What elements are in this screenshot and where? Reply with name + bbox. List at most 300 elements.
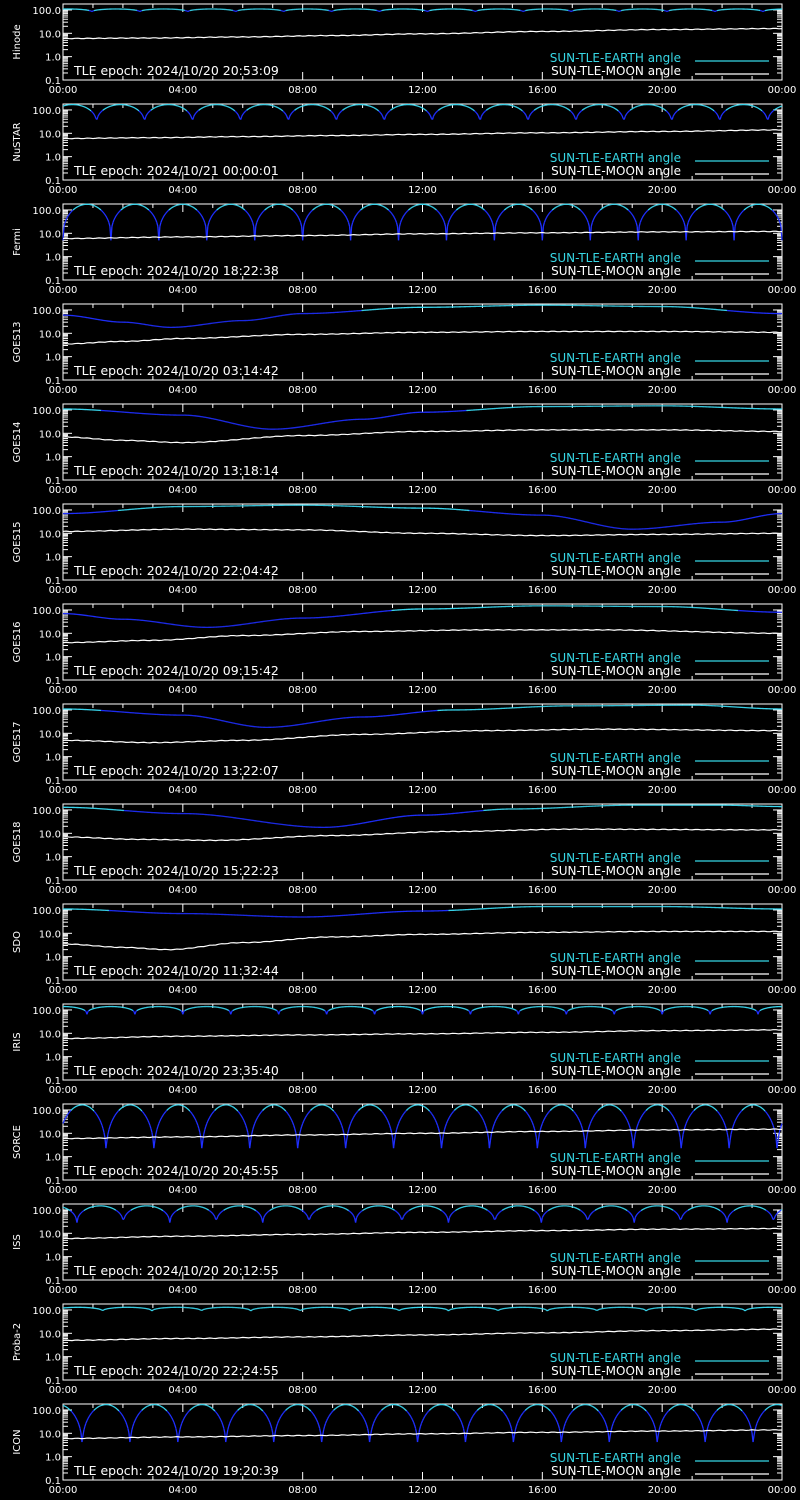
- earth-angle-segment: [768, 116, 769, 119]
- earth-angle-segment: [633, 108, 634, 109]
- earth-angle-segment: [571, 11, 572, 12]
- earth-angle-segment: [595, 215, 596, 217]
- earth-angle-segment: [379, 111, 380, 112]
- earth-angle-segment: [570, 111, 571, 112]
- earth-angle-segment: [583, 213, 584, 214]
- earth-angle-segment: [587, 220, 588, 223]
- earth-angle-segment: [101, 111, 102, 112]
- earth-angle-segment: [675, 209, 676, 210]
- earth-angle-segment: [103, 109, 104, 110]
- earth-angle-segment: [577, 208, 578, 209]
- earth-angle-segment: [729, 108, 730, 109]
- earth-angle-segment: [671, 207, 672, 208]
- earth-angle-segment: [470, 108, 471, 109]
- earth-angle-segment: [170, 208, 171, 209]
- earth-angle-segment: [347, 218, 348, 220]
- earth-angle-segment: [389, 111, 390, 112]
- earth-angle-segment: [774, 212, 775, 213]
- earth-angle-segment: [259, 216, 260, 218]
- panel-fermi: [0, 200, 800, 300]
- earth-angle-segment: [434, 208, 435, 209]
- earth-angle-segment: [551, 210, 552, 211]
- earth-angle-segment: [567, 109, 568, 110]
- earth-angle-segment: [438, 109, 439, 110]
- earth-angle-segment: [475, 11, 476, 12]
- earth-angle-segment: [102, 110, 103, 111]
- earth-angle-segment: [236, 112, 237, 113]
- earth-angle-segment: [735, 223, 736, 227]
- earth-angle-segment: [403, 216, 404, 218]
- earth-angle-segment: [100, 209, 101, 210]
- earth-angle-segment: [202, 108, 203, 109]
- earth-angle-segment: [634, 218, 635, 220]
- earth-angle-segment: [346, 108, 347, 109]
- earth-angle-segment: [390, 110, 391, 111]
- earth-angle-segment: [209, 220, 210, 223]
- earth-angle-segment: [681, 216, 682, 218]
- earth-angle-segment: [581, 211, 582, 212]
- earth-angle-segment: [576, 207, 577, 208]
- earth-angle-segment: [378, 110, 379, 111]
- earth-angle-segment: [709, 108, 710, 109]
- earth-angle-segment: [330, 110, 331, 111]
- earth-angle-segment: [101, 210, 102, 211]
- earth-angle-segment: [267, 208, 268, 209]
- earth-angle-segment: [504, 209, 505, 210]
- earth-angle-segment: [627, 112, 628, 113]
- x-tick-label: 20:00: [647, 585, 677, 596]
- earth-angle-segment: [517, 108, 518, 109]
- earth-angle-segment: [140, 112, 141, 113]
- earth-angle-segment: [619, 112, 620, 113]
- earth-angle-segment: [219, 208, 220, 209]
- earth-angle-segment: [186, 110, 187, 111]
- x-tick-label: 00:00: [48, 485, 78, 496]
- earth-angle-segment: [147, 113, 148, 114]
- y-tick-label: 1.0: [45, 252, 61, 264]
- earth-angle-segment: [337, 207, 338, 208]
- x-tick-label: 12:00: [408, 385, 437, 396]
- earth-angle-segment: [235, 111, 236, 112]
- earth-angle-segment: [585, 108, 586, 109]
- earth-angle-segment: [301, 223, 302, 227]
- earth-angle-segment: [153, 108, 154, 109]
- earth-angle-segment: [483, 112, 484, 113]
- earth-angle-segment: [573, 114, 574, 116]
- earth-angle-segment: [117, 213, 118, 214]
- earth-angle-segment: [363, 208, 364, 209]
- earth-angle-segment: [203, 218, 204, 220]
- earth-angle-segment: [291, 113, 292, 114]
- earth-angle-segment: [424, 109, 425, 110]
- earth-angle-segment: [455, 210, 456, 211]
- earth-angle-segment: [261, 213, 262, 214]
- earth-angle-segment: [145, 207, 146, 208]
- earth-angle-segment: [679, 213, 680, 214]
- earth-angle-segment: [382, 114, 383, 116]
- earth-angle-segment: [108, 220, 109, 223]
- earth-angle-segment: [355, 216, 356, 218]
- earth-angle-segment: [256, 223, 257, 227]
- earth-angle-segment: [475, 112, 476, 113]
- earth-angle-segment: [728, 215, 729, 217]
- earth-angle-segment: [74, 208, 75, 209]
- earth-angle-segment: [692, 213, 693, 214]
- earth-angle-segment: [344, 109, 345, 110]
- earth-angle-segment: [535, 109, 536, 110]
- moon-angle-line: [63, 430, 782, 443]
- earth-angle-segment: [243, 113, 244, 114]
- y-tick-label: 0.1: [45, 576, 61, 587]
- earth-angle-segment: [726, 109, 727, 110]
- earth-angle-segment: [732, 223, 733, 227]
- earth-angle-segment: [588, 223, 589, 227]
- earth-angle-segment: [578, 208, 579, 209]
- earth-angle-segment: [293, 210, 294, 211]
- y-tick-label: 1.0: [45, 152, 61, 164]
- earth-angle-segment: [527, 207, 528, 208]
- earth-angle-segment: [748, 207, 749, 208]
- x-tick-label: 20:00: [647, 85, 677, 96]
- earth-angle-segment: [401, 220, 402, 223]
- earth-angle-segment: [123, 208, 124, 209]
- earth-angle-segment: [198, 110, 199, 111]
- earth-angle-segment: [580, 210, 581, 211]
- earth-angle-segment: [217, 209, 218, 210]
- earth-angle-segment: [251, 218, 252, 220]
- earth-angle-segment: [447, 223, 448, 227]
- earth-angle-segment: [502, 211, 503, 212]
- earth-angle-segment: [737, 218, 738, 220]
- earth-angle-segment: [380, 112, 381, 113]
- earth-angle-segment: [340, 112, 341, 113]
- earth-angle-segment: [204, 220, 205, 223]
- earth-angle-segment: [713, 110, 714, 111]
- earth-angle-segment: [391, 109, 392, 110]
- earth-angle-segment: [773, 110, 774, 111]
- earth-angle-segment: [284, 112, 285, 113]
- earth-angle-segment: [231, 108, 232, 109]
- earth-angle-segment: [71, 211, 72, 212]
- earth-angle-segment: [624, 116, 625, 119]
- earth-angle-segment: [120, 210, 121, 211]
- earth-angle-segment: [734, 226, 735, 240]
- x-tick-label: 00:00: [48, 285, 78, 296]
- earth-angle-segment: [392, 109, 393, 110]
- earth-angle-segment: [540, 223, 541, 227]
- earth-angle-segment: [216, 210, 217, 211]
- earth-angle-segment: [765, 114, 766, 116]
- earth-angle-segment: [116, 215, 117, 217]
- earth-angle-segment: [528, 207, 529, 208]
- x-tick-label: 12:00: [408, 585, 437, 596]
- earth-angle-segment: [522, 111, 523, 112]
- earth-angle-segment: [201, 215, 202, 217]
- y-tick-label: 0.1: [45, 176, 61, 187]
- earth-angle-segment: [481, 114, 482, 116]
- earth-angle-segment: [160, 223, 161, 227]
- earth-angle-segment: [667, 11, 668, 12]
- moon-angle-line: [63, 130, 782, 139]
- earth-angle-segment: [736, 220, 737, 223]
- earth-angle-segment: [623, 207, 624, 208]
- earth-angle-segment: [758, 108, 759, 109]
- earth-angle-segment: [374, 108, 375, 109]
- earth-angle-segment: [635, 220, 636, 223]
- earth-angle-segment: [155, 218, 156, 220]
- earth-angle-segment: [332, 112, 333, 113]
- earth-angle-segment: [580, 111, 581, 112]
- earth-angle-segment: [533, 211, 534, 212]
- earth-angle-segment: [628, 111, 629, 112]
- earth-angle-segment: [574, 116, 575, 119]
- earth-angle-segment: [688, 220, 689, 223]
- earth-angle-segment: [121, 209, 122, 210]
- y-tick-label: 10.0: [38, 329, 61, 341]
- earth-angle-segment: [436, 111, 437, 112]
- earth-angle-segment: [346, 216, 347, 218]
- earth-angle-segment: [536, 215, 537, 217]
- earth-angle-segment: [537, 108, 538, 109]
- earth-angle-segment: [278, 108, 279, 109]
- earth-angle-segment: [443, 220, 444, 223]
- earth-angle-segment: [365, 207, 366, 208]
- earth-angle-segment: [97, 207, 98, 208]
- earth-angle-segment: [393, 215, 394, 217]
- earth-angle-segment: [187, 111, 188, 112]
- earth-angle-segment: [528, 116, 529, 119]
- earth-angle-segment: [99, 113, 100, 114]
- earth-angle-segment: [582, 212, 583, 213]
- earth-angle-segment: [625, 208, 626, 209]
- earth-angle-segment: [565, 108, 566, 109]
- earth-angle-segment: [477, 114, 478, 116]
- earth-angle-segment: [444, 223, 445, 227]
- earth-angle-segment: [427, 112, 428, 113]
- earth-angle-segment: [594, 216, 595, 218]
- earth-angle-segment: [317, 207, 318, 208]
- moon-angle-line: [63, 331, 782, 344]
- earth-angle-segment: [289, 207, 290, 208]
- earth-angle-segment: [75, 208, 76, 209]
- earth-angle-segment: [156, 220, 157, 223]
- earth-angle-segment: [342, 110, 343, 111]
- earth-angle-segment: [481, 208, 482, 209]
- earth-angle-segment: [472, 109, 473, 110]
- earth-angle-segment: [151, 212, 152, 213]
- earth-angle-segment: [247, 109, 248, 110]
- earth-angle-segment: [722, 113, 723, 114]
- earth-angle-segment: [257, 220, 258, 223]
- earth-angle-segment: [432, 207, 433, 208]
- earth-angle-segment: [136, 109, 137, 110]
- earth-angle-segment: [242, 114, 243, 116]
- earth-angle-segment: [480, 207, 481, 208]
- earth-angle-segment: [720, 207, 721, 208]
- earth-angle-segment: [689, 218, 690, 220]
- earth-angle-segment: [152, 109, 153, 110]
- y-tick-label: 1.0: [45, 452, 61, 464]
- earth-angle-segment: [712, 109, 713, 110]
- earth-angle-segment: [661, 108, 662, 109]
- earth-angle-segment: [197, 210, 198, 211]
- earth-angle-segment: [164, 215, 165, 217]
- earth-angle-segment: [630, 212, 631, 213]
- earth-angle-segment: [747, 207, 748, 208]
- y-tick-label: 10.0: [38, 129, 61, 141]
- legend-moon-label: SUN-TLE-MOON angle: [551, 364, 681, 378]
- earth-angle-segment: [150, 211, 151, 212]
- earth-angle-segment: [243, 208, 244, 209]
- earth-angle-segment: [249, 108, 250, 109]
- earth-angle-segment: [578, 113, 579, 114]
- earth-angle-segment: [459, 207, 460, 208]
- earth-angle-segment: [552, 209, 553, 210]
- earth-angle-segment: [479, 207, 480, 208]
- earth-angle-segment: [646, 211, 647, 212]
- earth-angle-segment: [534, 109, 535, 110]
- earth-angle-segment: [307, 216, 308, 218]
- earth-angle-segment: [380, 11, 381, 12]
- earth-angle-segment: [412, 207, 413, 208]
- earth-angle-segment: [673, 114, 674, 116]
- x-tick-label: 00:00: [48, 185, 78, 196]
- earth-angle-segment: [283, 111, 284, 112]
- earth-angle-segment: [141, 113, 142, 114]
- earth-angle-segment: [284, 11, 285, 12]
- earth-angle-segment: [290, 114, 291, 116]
- earth-angle-segment: [666, 111, 667, 112]
- earth-angle-segment: [577, 114, 578, 116]
- earth-angle-segment: [451, 215, 452, 217]
- earth-angle-segment: [336, 207, 337, 208]
- earth-angle-segment: [104, 109, 105, 110]
- earth-angle-segment: [389, 210, 390, 211]
- earth-angle-segment: [268, 207, 269, 208]
- earth-angle-segment: [262, 212, 263, 213]
- earth-angle-segment: [253, 223, 254, 227]
- earth-angle-segment: [586, 218, 587, 220]
- earth-angle-segment: [208, 223, 209, 227]
- earth-angle-segment: [410, 208, 411, 209]
- earth-angle-segment: [68, 215, 69, 217]
- earth-angle-segment: [295, 212, 296, 213]
- earth-angle-segment: [211, 216, 212, 218]
- y-tick-label: 1.0: [45, 52, 61, 64]
- earth-angle-segment: [435, 112, 436, 113]
- x-tick-label: 08:00: [288, 85, 318, 96]
- earth-angle-segment: [241, 207, 242, 208]
- y-tick-label: 0.1: [45, 276, 61, 287]
- earth-angle-segment: [770, 208, 771, 209]
- earth-angle-segment: [731, 220, 732, 223]
- earth-angle-segment: [452, 213, 453, 214]
- earth-angle-segment: [139, 111, 140, 112]
- earth-angle-segment: [430, 116, 431, 119]
- earth-angle-segment: [730, 218, 731, 220]
- x-tick-label: 16:00: [527, 585, 557, 596]
- earth-angle-segment: [456, 209, 457, 210]
- earth-angle-segment: [306, 218, 307, 220]
- earth-angle-segment: [478, 116, 479, 119]
- x-tick-label: 00:00: [767, 485, 797, 496]
- earth-angle-segment: [255, 226, 256, 240]
- earth-angle-segment: [744, 209, 745, 210]
- earth-angle-segment: [112, 223, 113, 227]
- earth-angle-segment: [651, 207, 652, 208]
- earth-angle-segment: [458, 208, 459, 209]
- earth-angle-segment: [92, 112, 93, 113]
- earth-angle-segment: [662, 108, 663, 109]
- earth-angle-segment: [677, 211, 678, 212]
- earth-angle-segment: [298, 108, 299, 109]
- earth-angle-segment: [118, 212, 119, 213]
- earth-angle-segment: [529, 114, 530, 116]
- x-tick-label: 08:00: [288, 285, 318, 296]
- earth-angle-segment: [542, 226, 543, 240]
- earth-angle-segment: [304, 223, 305, 227]
- earth-angle-segment: [426, 110, 427, 111]
- y-tick-label: 100.0: [32, 305, 61, 317]
- earth-angle-segment: [672, 116, 673, 119]
- earth-angle-segment: [775, 109, 776, 110]
- legend-earth-label: SUN-TLE-EARTH angle: [549, 451, 681, 465]
- earth-angle-segment: [344, 213, 345, 214]
- earth-angle-segment: [719, 207, 720, 208]
- earth-angle-segment: [138, 110, 139, 111]
- earth-angle-segment: [396, 220, 397, 223]
- satellite-label: NuSTAR: [12, 122, 23, 162]
- earth-angle-segment: [548, 213, 549, 214]
- earth-angle-segment: [316, 207, 317, 208]
- earth-angle-segment: [88, 109, 89, 110]
- earth-angle-segment: [726, 212, 727, 213]
- earth-angle-segment: [345, 108, 346, 109]
- earth-angle-segment: [652, 207, 653, 208]
- earth-angle-segment: [645, 212, 646, 213]
- plot-svg: [0, 0, 800, 100]
- earth-angle-segment: [492, 223, 493, 227]
- earth-angle-segment: [426, 111, 427, 112]
- earth-angle-segment: [315, 208, 316, 209]
- earth-angle-segment: [86, 108, 87, 109]
- earth-angle-segment: [778, 218, 779, 220]
- earth-angle-segment: [590, 226, 591, 240]
- earth-angle-segment: [342, 211, 343, 212]
- earth-angle-segment: [436, 210, 437, 211]
- earth-angle-segment: [437, 110, 438, 111]
- earth-angle-segment: [592, 220, 593, 223]
- earth-angle-segment: [745, 208, 746, 209]
- earth-angle-segment: [76, 207, 77, 208]
- earth-angle-segment: [353, 220, 354, 223]
- earth-angle-segment: [727, 109, 728, 110]
- earth-angle-segment: [643, 215, 644, 217]
- earth-angle-segment: [122, 208, 123, 209]
- earth-angle-segment: [194, 114, 195, 116]
- earth-angle-segment: [431, 207, 432, 208]
- earth-angle-segment: [679, 109, 680, 110]
- earth-angle-segment: [506, 208, 507, 209]
- earth-angle-segment: [95, 116, 96, 119]
- earth-angle-segment: [532, 111, 533, 112]
- earth-angle-segment: [190, 114, 191, 116]
- earth-angle-segment: [596, 213, 597, 214]
- earth-angle-segment: [125, 207, 126, 208]
- legend-earth-label: SUN-TLE-EARTH angle: [549, 351, 681, 365]
- earth-angle-segment: [760, 109, 761, 110]
- legend-moon-label: SUN-TLE-MOON angle: [551, 264, 681, 278]
